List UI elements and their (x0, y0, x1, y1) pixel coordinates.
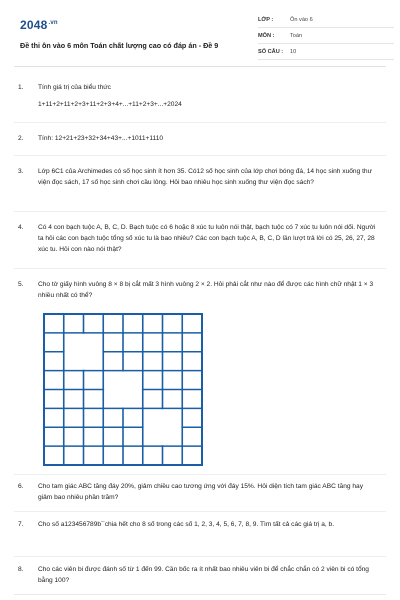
question-number: 1. (18, 84, 24, 91)
logo-suffix: .vn (48, 20, 58, 26)
meta-label: MÔN : (258, 32, 275, 39)
page-bottom-rule (14, 594, 386, 595)
question-divider (14, 211, 386, 212)
question-number: 4. (18, 224, 24, 231)
question-number: 5. (18, 281, 24, 288)
question-5 (18, 279, 376, 301)
question-number: 8. (18, 566, 24, 573)
question-8 (18, 564, 376, 586)
question-number: 6. (18, 483, 24, 490)
document-meta-table (258, 12, 394, 60)
question-divider (14, 122, 386, 123)
question-number: 3. (18, 168, 24, 175)
question-divider (14, 155, 386, 156)
question-text: Tính giá trị của biểu thức (38, 84, 111, 91)
site-logo[interactable] (20, 18, 58, 32)
question-divider (14, 268, 386, 269)
meta-row-class (258, 12, 394, 28)
meta-value: Toán (290, 32, 303, 39)
question-expression: 1+11+2+11+2+3+11+2+3+4+...+11+2+3+...+2024 (38, 101, 182, 108)
logo-main: 2048 (20, 18, 48, 32)
question-text: Tính: 12+21+23+32+34+43+...+1011+1110 (38, 135, 164, 142)
document-title: Đề thi ôn vào 6 môn Toán chất lượng cao có đáp án - Đề 9 (20, 41, 219, 50)
meta-row-subject (258, 28, 394, 44)
question-text: Lớp 6C1 của Archimedes có số học sinh ít hơn 35. Có12 số học sinh của lớp chơi bóng đá, 14 học sinh xuống thư viện đọc sách, 17 số học sinh chơi cầu lông. Hỏi bao nhiêu học sinh xuống thư viện đọc sách? (38, 168, 373, 186)
grid-figure (42, 312, 204, 472)
question-6 (18, 481, 376, 503)
question-4 (18, 222, 376, 255)
question-3 (18, 166, 376, 188)
document-header (14, 10, 386, 62)
question-number: 2. (18, 135, 24, 142)
question-divider (14, 511, 386, 512)
meta-row-count (258, 44, 394, 60)
question-text: Cho tờ giấy hình vuông 8 × 8 bị cắt mất 3 hình vuông 2 × 2. Hỏi phải cắt như nào để được các hình chữ nhật 1 × 3 nhiều nhất có thể? (38, 281, 374, 299)
question-text: Cho các viên bi được đánh số từ 1 đến 99. Cần bốc ra ít nhất bao nhiêu viên bi để chắc chắn có 2 viên bi có tổng bằng 100? (38, 566, 369, 584)
meta-label: SỐ CÂU : (258, 48, 284, 55)
question-text: Có 4 con bạch tuộc A, B, C, D. Bạch tuộc có 6 hoặc 8 xúc tu luôn nói thật, bạch tuộc có 7 xúc tu luôn nói dối. Người ta hỏi các con bạch tuộc tổng số xúc tu là bao nhiêu? Các con bạch tuộc A, B, C, D lần lượt trả lời có 25, 26, 27, 28 xúc tu. Hỏi con nào nói thật? (38, 224, 376, 253)
question-1 (18, 82, 376, 110)
question-text: Cho số a123456789b¯chia hết cho 8 số trong các số 1, 2, 3, 4, 5, 6, 7, 8, 9. Tìm tất cả các giá trị a, b. (38, 521, 335, 528)
question-text: Cho tam giác ABC tăng đáy 20%, giảm chiều cao tương ứng với đáy 15%. Hỏi diện tích tam giác ABC tăng hay giảm bao nhiêu phần trăm? (38, 483, 363, 501)
question-divider (14, 474, 386, 475)
meta-value: Ôn vào 6 (290, 16, 313, 23)
checkerboard-figure (42, 312, 204, 467)
meta-value: 10 (290, 48, 297, 55)
header-divider (14, 66, 386, 67)
question-7 (18, 519, 376, 530)
meta-label: LỚP : (258, 16, 274, 23)
question-number: 7. (18, 521, 24, 528)
question-divider (14, 556, 386, 557)
question-2 (18, 133, 376, 144)
